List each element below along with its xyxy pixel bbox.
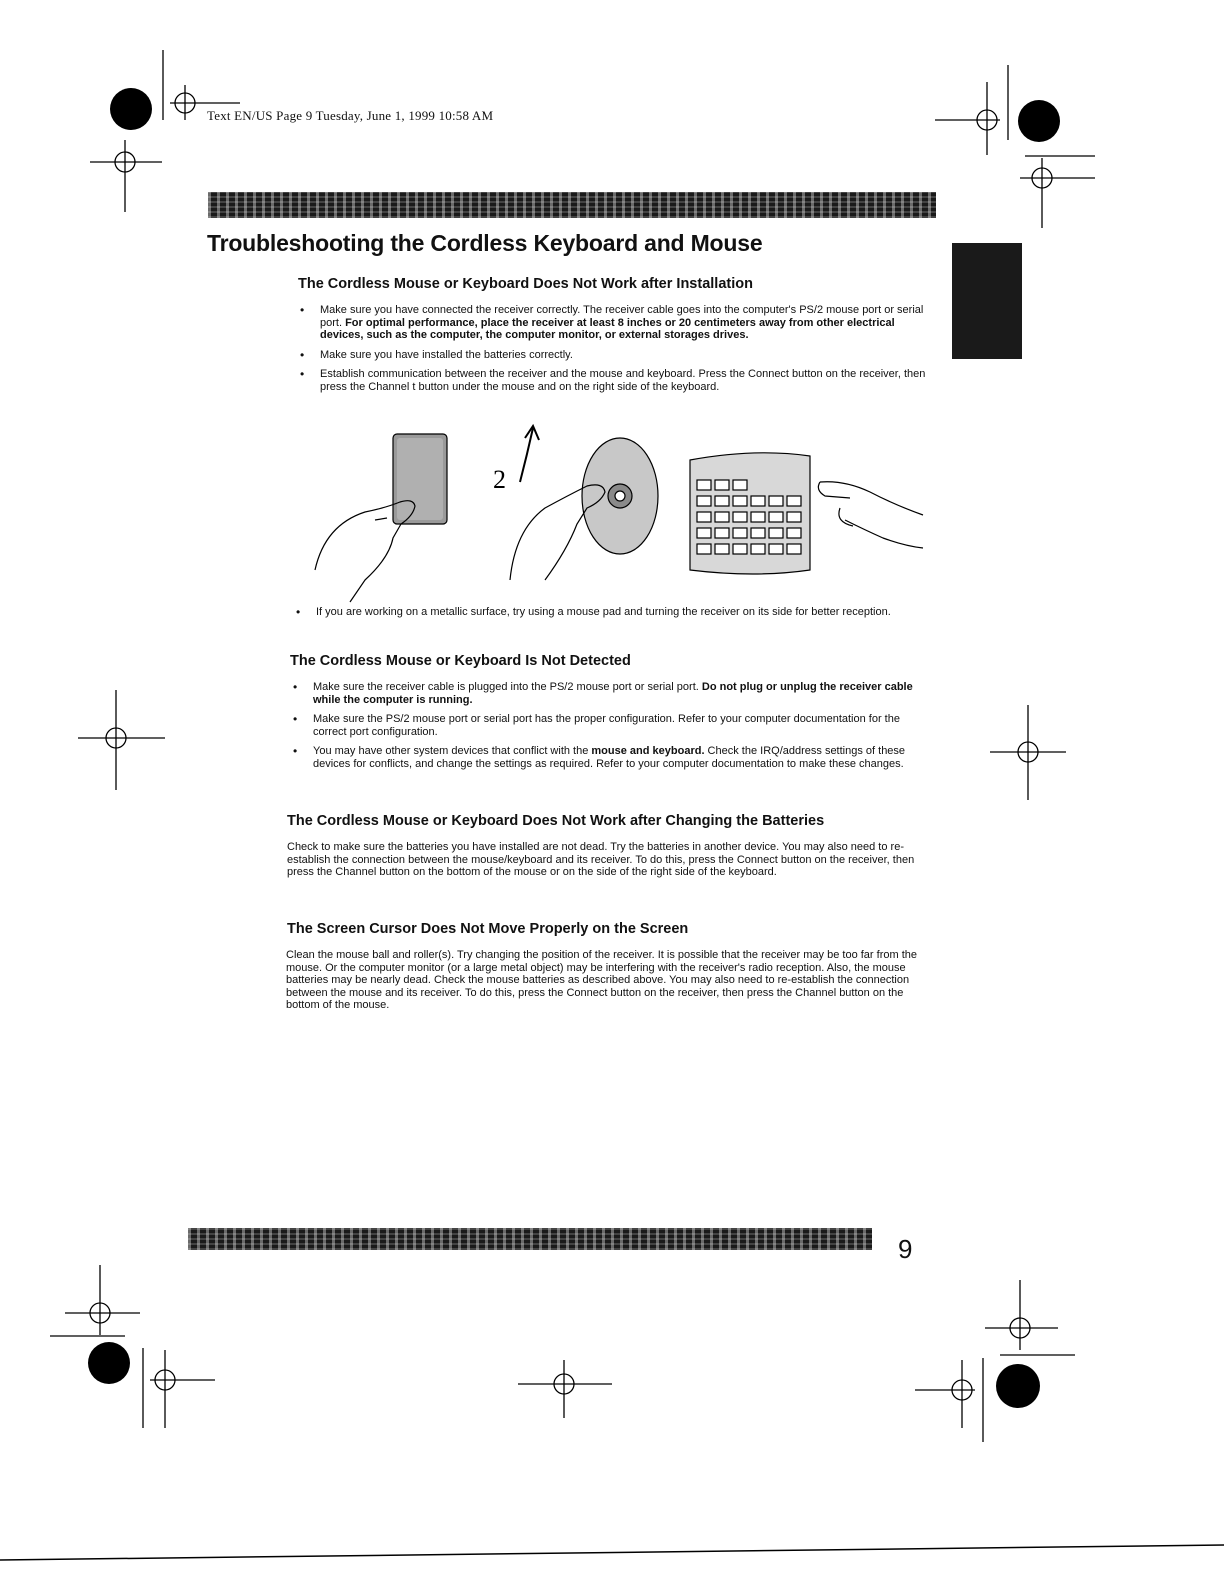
section-heading-1: The Cordless Mouse or Keyboard Does Not Work after Installation xyxy=(298,276,753,292)
section-heading-2: The Cordless Mouse or Keyboard Is Not Detected xyxy=(290,653,631,669)
connect-illustration xyxy=(305,420,925,610)
list-item: • Make sure the PS/2 mouse port or serial port has the proper configuration. Refer to your computer documentation for the correct port configuration. xyxy=(293,713,923,738)
section-tab xyxy=(952,243,1022,359)
bottom-decorative-band xyxy=(188,1228,872,1250)
illustration-annotation: 2 xyxy=(493,465,506,494)
list-item: • Make sure you have connected the receiver correctly. The receiver cable goes into the computer's PS/2 mouse port or serial port. For optimal performance, place the receiver at least 8 inches or 20 centimeters away from other electrical devices, such as the computer, the computer monitor, or external storages drives. xyxy=(300,304,932,342)
print-header: Text EN/US Page 9 Tuesday, June 1, 1999 10:58 AM xyxy=(207,108,494,123)
section-1-bullets xyxy=(300,304,932,400)
top-decorative-band xyxy=(208,192,936,218)
section-heading-4: The Screen Cursor Does Not Move Properly on the Screen xyxy=(287,921,689,937)
section-1-extra-bullets xyxy=(296,606,932,626)
page-title: Troubleshooting the Cordless Keyboard and Mouse xyxy=(207,230,763,256)
list-item: • If you are working on a metallic surface, try using a mouse pad and turning the receiver on its side for better reception. xyxy=(296,606,932,619)
section-2-bullets xyxy=(293,681,923,777)
list-item: • You may have other system devices that conflict with the mouse and keyboard. Check the IRQ/address settings of these devices for conflicts, and change the settings as required. Refer to your computer documentation to make these changes. xyxy=(293,745,923,770)
page-number: 9 xyxy=(898,1234,913,1264)
list-item: • Make sure you have installed the batteries correctly. xyxy=(300,349,932,362)
section-heading-3: The Cordless Mouse or Keyboard Does Not Work after Changing the Batteries xyxy=(287,813,825,829)
list-item: • Make sure the receiver cable is plugged into the PS/2 mouse port or serial port. Do not plug or unplug the receiver cable while the computer is running. xyxy=(293,681,923,706)
section-4-paragraph: Clean the mouse ball and roller(s). Try changing the position of the receiver. It is possible that the receiver may be too far from the mouse. Or the computer monitor (or a large metal object) may be interfering with the receiver's radio reception. Also, the mouse batteries may be nearly dead. Check the mouse batteries as described above. You may also need to re-establish the connection between the mouse and its receiver. To do this, press the Connect button on the receiver, then press the Channel button on the bottom of the mouse. xyxy=(286,949,917,1011)
section-3-paragraph: Check to make sure the batteries you have installed are not dead. Try the batteries in another device. You may also need to re-establish the connection between the mouse/keyboard and its receiver. To do this, press the Connect button on the receiver, then press the Channel button on the bottom of the mouse or on the side of the right side of the keyboard. xyxy=(287,841,915,878)
list-item: • Establish communication between the receiver and the mouse and keyboard. Press the Connect button on the receiver, then press the Channel t button under the mouse and on the right side of the keyboard. xyxy=(300,368,932,393)
